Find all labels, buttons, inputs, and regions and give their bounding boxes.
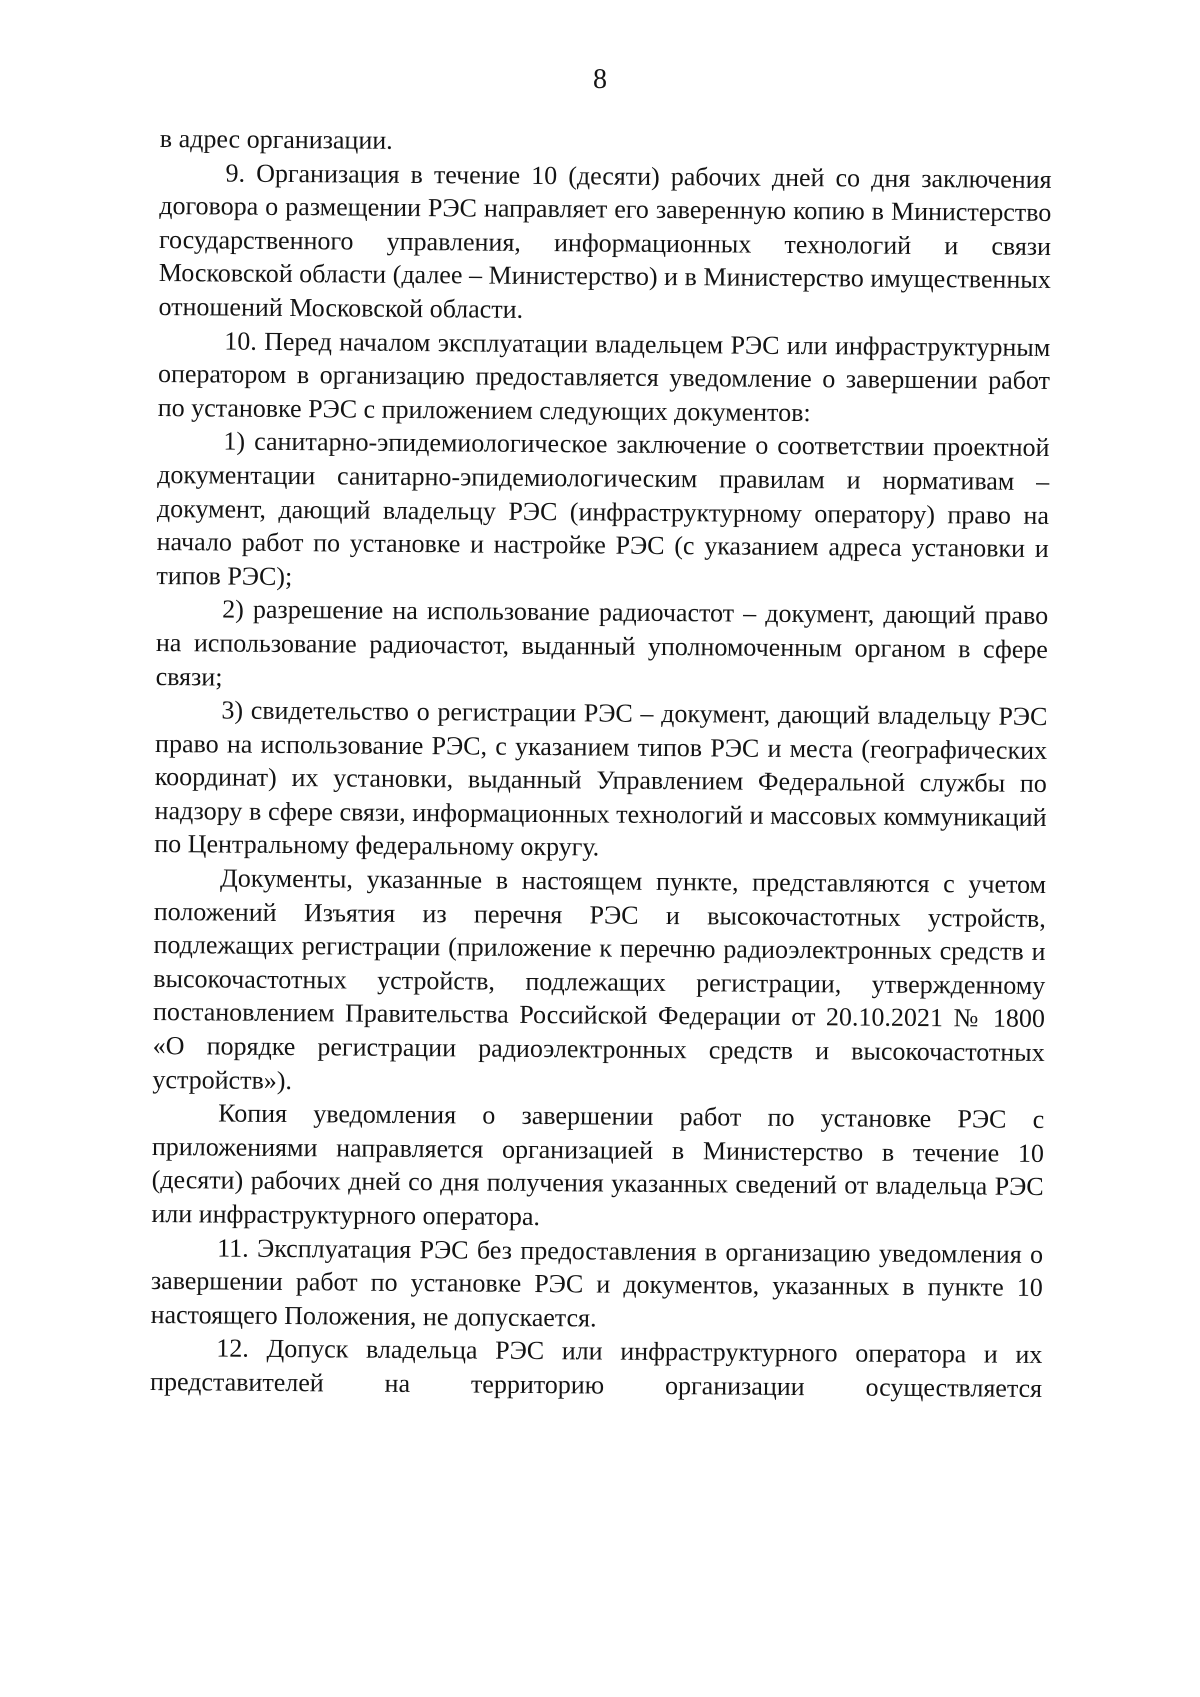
paragraph-item-10: 10. Перед началом эксплуатации владельцем РЭС или инфраструктурным оператором в организацию предоставляется уведомление о завершении работ по установке РЭС с приложением следующих документов: — [157, 326, 1051, 427]
paragraph-subitem-2: 2) разрешение на использование радиочастот – документ, дающий право на использование радиочастот, выданный уполномоченным органом в сфере связи; — [155, 594, 1049, 692]
paragraph-subitem-1: 1) санитарно-эпидемиологическое заключение о соответствии проектной документации санитарно-эпидемиологическим правилам и нормативам – документ, дающий владельцу РЭС (инфраструктурному оператору) право на начало работ по установке и настройке РЭС (с указанием адреса установки и типов РЭС); — [156, 426, 1050, 591]
paragraph-notification-copy: Копия уведомления о завершении работ по установке РЭС с приложениями направляется организацией в Министерство в течение 10 (десяти) рабочих дней со дня получения указанных сведений от владельца РЭС или инфраструктурного оператора. — [151, 1098, 1045, 1232]
paragraph-subitem-3: 3) свидетельство о регистрации РЭС – документ, дающий владельцу РЭС право на использование РЭС, с указанием типов РЭС и места (географических координат) их установки, выданный Управлением Федеральной службы по надзору в сфере связи, информационных технологий и массовых коммуникаций по Центральному федеральному округу. — [154, 695, 1048, 862]
document-body — [150, 122, 1052, 1406]
page-number: 8 — [593, 64, 607, 95]
paragraph-item-12: 12. Допуск владельца РЭС или инфраструктурного оператора и их представителей на территорию организации осуществляется — [149, 1333, 1043, 1403]
paragraph-item-9: 9. Организация в течение 10 (десяти) рабочих дней со дня заключения договора о размещении РЭС направляет его заверенную копию в Министерство государственного управления, информационных технологий и связи Московской области (далее – Министерство) и в Министерство имущественных отношений Московской области. — [158, 158, 1052, 324]
paragraph-documents-note: Документы, указанные в настоящем пункте, представляются с учетом положений Изъятия из перечня РЭС и высокочастотных устройств, подлежащих регистрации (приложение к перечню радиоэлектронных средств и высокочастотных устройств, подлежащих регистрации, утвержденному постановлением Правительства Российской Федерации от 20.10.2021 № 1800 «О порядке регистрации радиоэлектронных средств и высокочастотных устройств»). — [152, 863, 1047, 1095]
paragraph-item-11: 11. Эксплуатация РЭС без предоставления в организацию уведомления о завершении работ по установке РЭС и документов, указанных в пункте 10 настоящего Положения, не допускается. — [150, 1233, 1044, 1333]
paragraph-continuation: в адрес организации. — [159, 123, 393, 155]
